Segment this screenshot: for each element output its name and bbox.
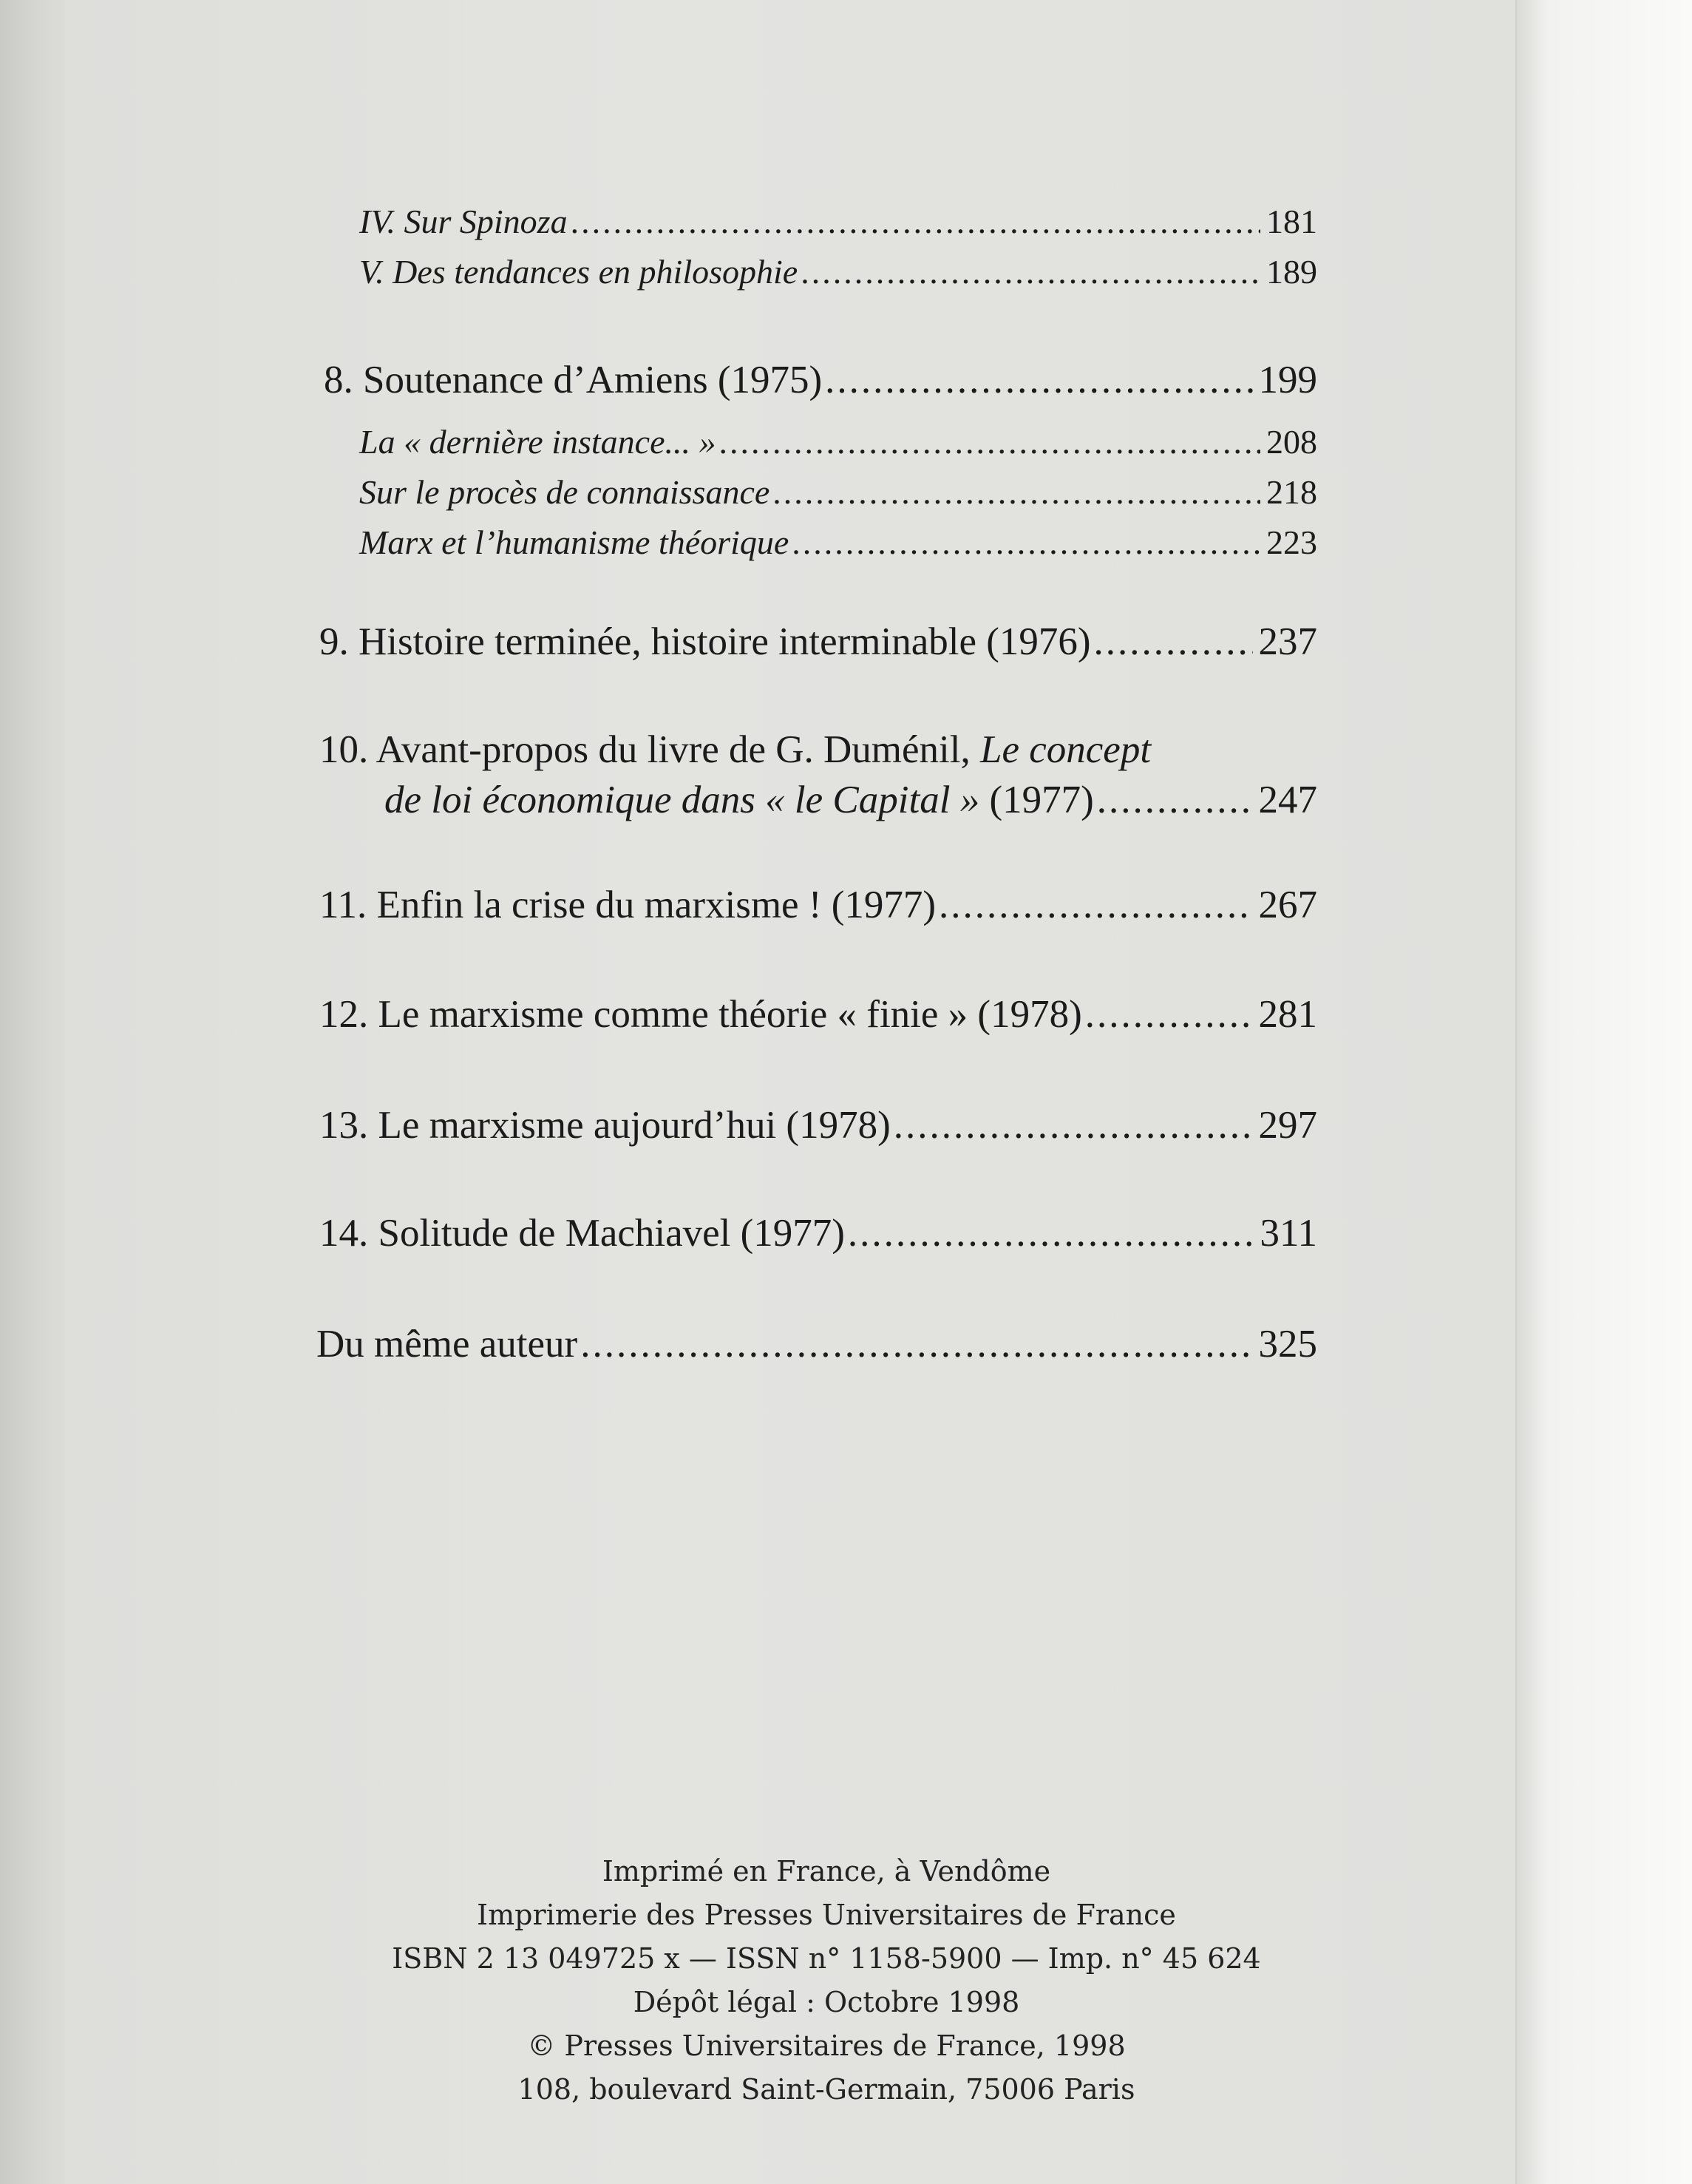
- dot-leader: [792, 522, 1260, 563]
- dot-leader: [894, 1103, 1253, 1147]
- toc-entry-page: 189: [1266, 253, 1317, 291]
- book-title: Le concept: [980, 728, 1152, 771]
- toc-entry-crise-marxisme: [319, 883, 1317, 927]
- toc-entry-page: 281: [1258, 993, 1317, 1036]
- toc-entry-histoire-terminee: [319, 620, 1317, 664]
- toc-entry-page: 218: [1266, 473, 1317, 511]
- toc-entry-label: 11. Enfin la crise du marxisme ! (1977): [319, 884, 937, 926]
- colophon-line-printer: Imprimerie des Presses Universitaires de France: [477, 1899, 1176, 1931]
- colophon-line-copyright: © Presses Universitaires de France, 1998: [527, 2029, 1126, 2062]
- dot-leader: [801, 251, 1260, 293]
- colophon-line-legal-deposit: Dépôt légal : Octobre 1998: [633, 1986, 1020, 2018]
- toc-entry-label: 13. Le marxisme aujourd’hui (1978): [319, 1104, 891, 1147]
- toc-entry-theorie-finie: [319, 992, 1317, 1037]
- dot-leader: [825, 358, 1252, 402]
- dot-leader: [1097, 775, 1253, 825]
- toc-entry-label-cont: [384, 775, 1094, 825]
- toc-entry-page: 267: [1258, 884, 1317, 926]
- dot-leader: [1094, 620, 1253, 664]
- toc-entry-page: 247: [1258, 779, 1317, 821]
- dot-leader: [772, 472, 1260, 513]
- toc-entry-marxisme-aujourdhui: [319, 1103, 1317, 1147]
- page-edge: [1515, 0, 1692, 2184]
- toc-entry-label: 9. Histoire terminée, histoire interminable (1976): [319, 620, 1091, 663]
- toc-entry-line-2: [319, 775, 1317, 825]
- toc-entry-label: 10. Avant-propos du livre de G. Duménil,: [319, 728, 980, 771]
- dot-leader: [848, 1211, 1254, 1255]
- toc-entry-label: La « dernière instance... »: [359, 423, 716, 461]
- toc-entry-page: 237: [1258, 620, 1317, 663]
- toc-entry-derniere-instance: [359, 421, 1317, 463]
- toc-entry-page: 325: [1258, 1323, 1317, 1366]
- book-title-cont: de loi économique dans « le Capital »: [384, 779, 980, 821]
- dot-leader: [571, 201, 1260, 243]
- dot-leader: [939, 883, 1252, 927]
- toc-entry-page: 223: [1266, 523, 1317, 561]
- toc-entry-proces-connaissance: [359, 472, 1317, 513]
- toc-entry-label: 14. Solitude de Machiavel (1977): [319, 1212, 845, 1255]
- page-gutter: [0, 0, 65, 2184]
- toc-entry-du-meme-auteur: [316, 1322, 1317, 1366]
- dot-leader: [580, 1322, 1252, 1366]
- colophon-line-printed-in: Imprimé en France, à Vendôme: [602, 1855, 1051, 1888]
- toc-entry-label: V. Des tendances en philosophie: [359, 253, 798, 291]
- toc-entry-label: Marx et l’humanisme théorique: [359, 523, 789, 561]
- toc-entry-label: 12. Le marxisme comme théorie « finie » (1978): [319, 993, 1082, 1036]
- colophon-line-isbn: ISBN 2 13 049725 x — ISSN n° 1158-5900 — Imp. n° 45 624: [392, 1942, 1261, 1975]
- toc-entry-label: IV. Sur Spinoza: [359, 203, 568, 240]
- toc-entry-label: 8. Soutenance d’Amiens (1975): [324, 359, 823, 401]
- toc-entry-page: 297: [1258, 1104, 1317, 1147]
- toc-entry-humanisme-theorique: [359, 522, 1317, 563]
- toc-entry-avant-propos-dumenil: [319, 725, 1317, 825]
- toc-entry-page: 311: [1260, 1212, 1317, 1255]
- toc-entry-year: (1977): [979, 779, 1094, 821]
- toc-entry-page: 208: [1266, 423, 1317, 461]
- toc-entry-label: Sur le procès de connaissance: [359, 473, 770, 511]
- toc-entry-sur-spinoza: [359, 201, 1317, 243]
- toc-entry-line-1: [319, 725, 1317, 775]
- toc-entry-page: 199: [1258, 359, 1317, 401]
- toc-entry-page: 181: [1266, 203, 1317, 240]
- toc-entry-soutenance-amiens: [324, 358, 1317, 402]
- toc-entry-tendances: [359, 251, 1317, 293]
- toc-entry-solitude-machiavel: [319, 1211, 1317, 1255]
- dot-leader: [1085, 992, 1253, 1037]
- colophon-line-address: 108, boulevard Saint-Germain, 75006 Paris: [517, 2073, 1135, 2106]
- toc-entry-label: Du même auteur: [316, 1323, 578, 1366]
- dot-leader: [719, 421, 1260, 463]
- colophon: [361, 1850, 1292, 2112]
